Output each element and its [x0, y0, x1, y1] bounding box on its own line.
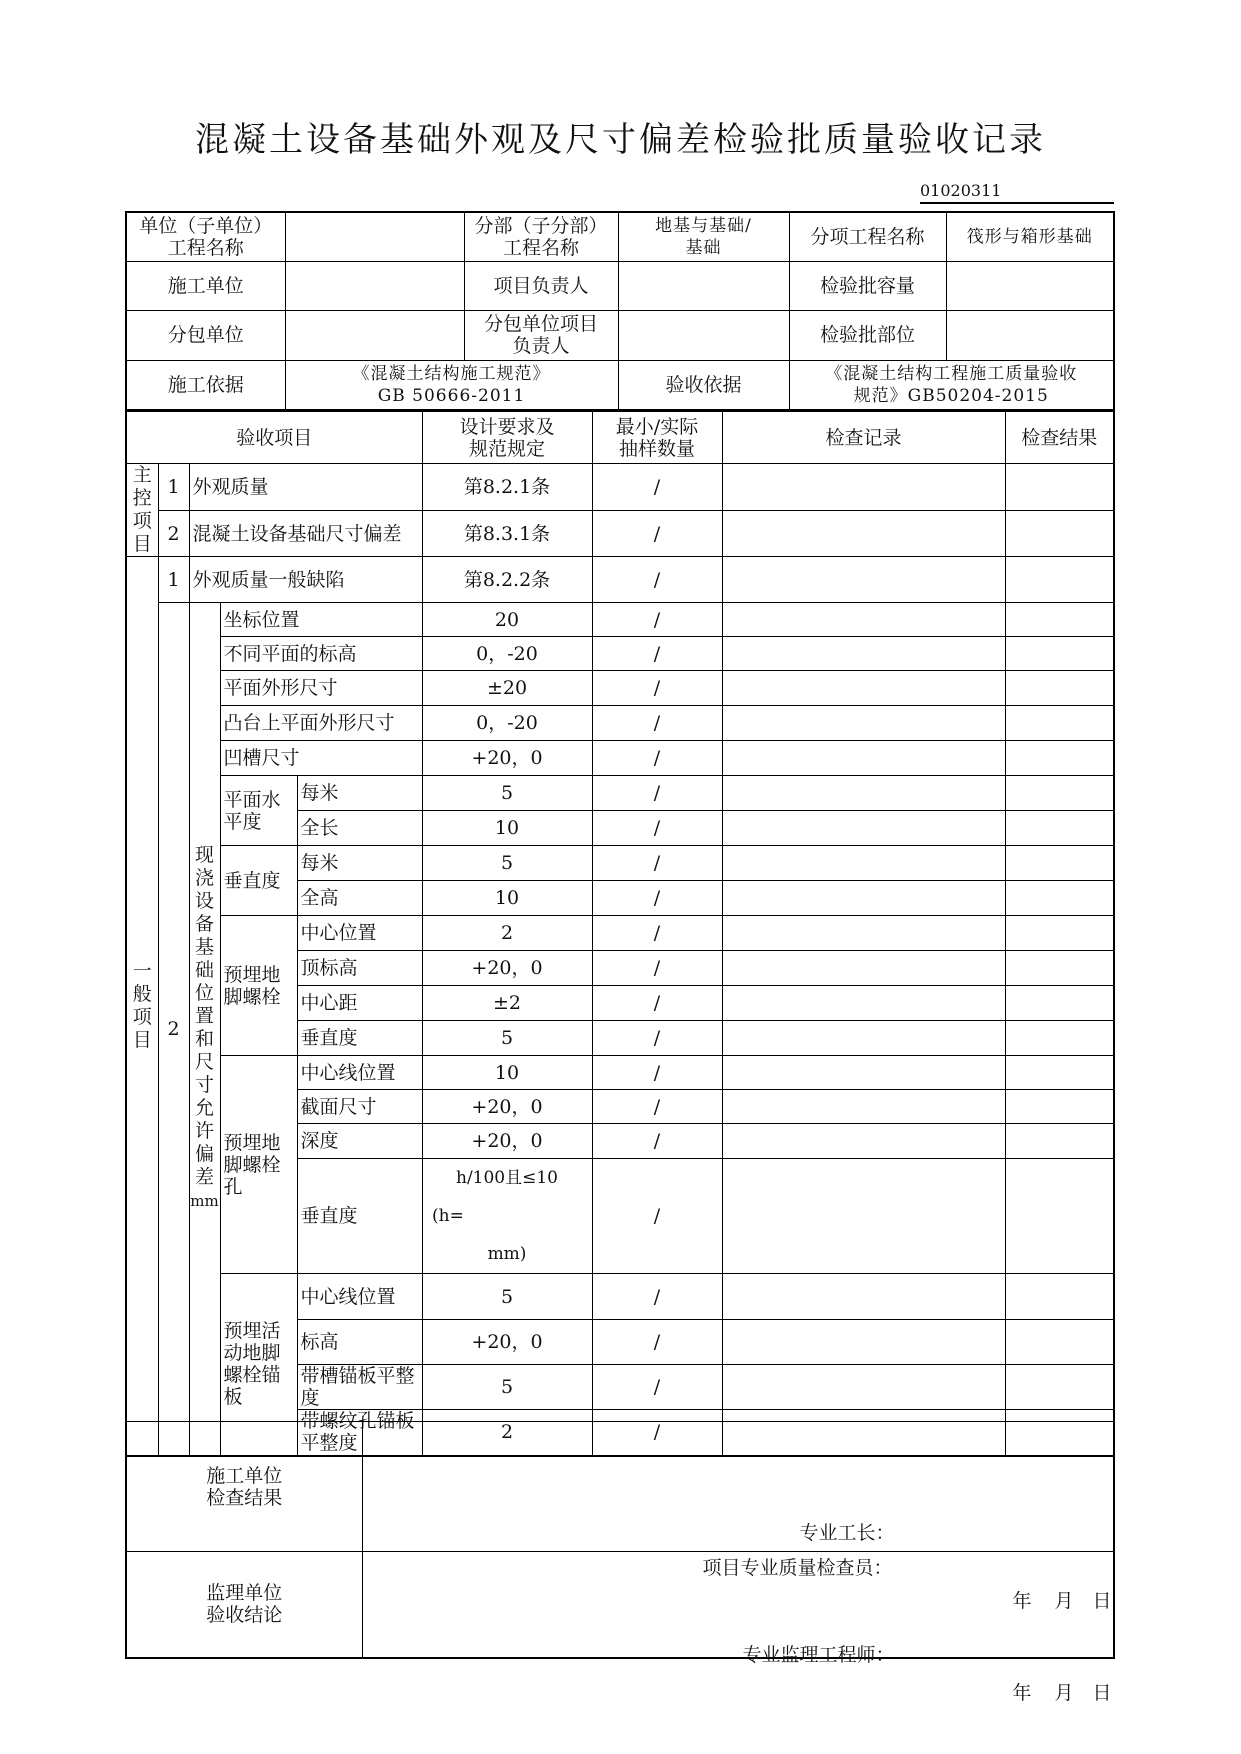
anchor-bolts-label: 预埋地脚螺栓 [220, 916, 297, 1056]
sub-item-name: 标高 [297, 1320, 422, 1365]
col-header-item: 验收项目 [126, 412, 422, 464]
check-record-cell[interactable] [722, 916, 1005, 951]
form-code: 01020311 [920, 180, 1114, 204]
item-spec: +20，0 [422, 1124, 592, 1159]
check-record-cell[interactable] [722, 1159, 1005, 1274]
item-sample: / [592, 1365, 722, 1410]
check-record-cell[interactable] [722, 464, 1005, 511]
item-spec: h/100且≤10 (h=mm) [422, 1159, 592, 1274]
supervisor-result-label: 监理单位 验收结论 [126, 1552, 362, 1658]
date-year: 年 [1012, 1682, 1032, 1705]
item-no: 2 [158, 511, 189, 557]
sub-item-name: 中心位置 [297, 916, 422, 951]
item-sample: / [592, 464, 722, 511]
date-day: 日 [1092, 1589, 1112, 1612]
subdivision-value: 地基与基础/ 基础 [618, 212, 789, 261]
check-result-cell[interactable] [1005, 811, 1114, 846]
anchor-plate-label: 预埋活动地脚螺栓锚板 [220, 1274, 297, 1456]
check-result-cell[interactable] [1005, 986, 1114, 1021]
item-spec: 第8.2.2条 [422, 557, 592, 603]
main-control-label: 主 控 项 目 [126, 464, 158, 557]
item-spec: +20，0 [422, 1320, 592, 1365]
item-sample: / [592, 776, 722, 811]
inspection-table [125, 411, 1115, 1457]
item-sample: / [592, 986, 722, 1021]
date-month: 月 [1054, 1589, 1074, 1612]
construction-basis-label: 施工依据 [126, 360, 285, 410]
constructor-result-field[interactable] [362, 1422, 1114, 1612]
project-manager-field[interactable] [618, 261, 789, 310]
check-record-cell[interactable] [722, 1365, 1005, 1410]
page-title: 混凝土设备基础外观及尺寸偏差检验批质量验收记录 [195, 120, 1046, 160]
check-result-cell[interactable] [1005, 1021, 1114, 1056]
sub-item-name: 每米 [297, 776, 422, 811]
item-name: 外观质量一般缺陷 [189, 557, 422, 603]
header-table [125, 211, 1115, 411]
item-sample: / [592, 846, 722, 881]
col-header-sample: 最小/实际 抽样数量 [592, 412, 722, 464]
item-sample: / [592, 511, 722, 557]
item-spec: 20 [422, 603, 592, 637]
project-manager-label: 项目负责人 [464, 261, 618, 310]
sub-pm-field[interactable] [618, 310, 789, 360]
sub-item-name: 垂直度 [297, 1159, 422, 1274]
unit-name-label: 单位（子单位） 工程名称 [126, 212, 285, 261]
item-spec: 5 [422, 1365, 592, 1410]
item-spec: 2 [422, 916, 592, 951]
item-no: 2 [158, 603, 189, 1456]
check-record-cell[interactable] [722, 603, 1005, 637]
general-items-label: 一 般 项 目 [126, 557, 158, 1456]
item-spec: 5 [422, 776, 592, 811]
inspector-label: 项目专业质量检查员： [702, 1556, 893, 1579]
check-record-cell[interactable] [722, 637, 1005, 671]
item-sample: / [592, 1056, 722, 1090]
batch-capacity-label: 检验批容量 [789, 261, 946, 310]
date-year: 年 [1012, 1589, 1032, 1612]
item-sample: / [592, 1274, 722, 1320]
item-spec: 第8.3.1条 [422, 511, 592, 557]
item-spec: 10 [422, 811, 592, 846]
constructor-result-label: 施工单位 检查结果 [126, 1422, 362, 1552]
acceptance-basis-value: 《混凝土结构工程施工质量验收 规范》GB50204-2015 [789, 360, 1114, 410]
flatness-label: 平面水平度 [220, 776, 297, 846]
check-record-cell[interactable] [722, 671, 1005, 706]
item-no: 1 [158, 557, 189, 603]
verticality-label: 垂直度 [220, 846, 297, 916]
batch-location-label: 检验批部位 [789, 310, 946, 360]
check-record-cell[interactable] [722, 1274, 1005, 1320]
constructor-label: 施工单位 [126, 261, 285, 310]
sub-item-name: 全长 [297, 811, 422, 846]
sub-item-name: 深度 [297, 1124, 422, 1159]
anchor-bolt-holes-label: 预埋地脚螺栓孔 [220, 1056, 297, 1274]
sub-item-name: 中心线位置 [297, 1056, 422, 1090]
item-spec: +20，0 [422, 1090, 592, 1124]
unit-name-field[interactable] [285, 212, 464, 261]
check-result-cell[interactable] [1005, 511, 1114, 557]
item-spec: ±2 [422, 986, 592, 1021]
item-name: 凹槽尺寸 [220, 741, 422, 776]
check-record-cell[interactable] [722, 1056, 1005, 1090]
construction-basis-value: 《混凝土结构施工规范》 GB 50666-2011 [285, 360, 618, 410]
item-sample: / [592, 951, 722, 986]
item-sample: / [592, 1159, 722, 1274]
date-month: 月 [1054, 1682, 1074, 1705]
item-sample: / [592, 1410, 722, 1456]
item-sample: / [592, 881, 722, 916]
check-result-cell[interactable] [1005, 1365, 1114, 1410]
check-result-cell[interactable] [1005, 741, 1114, 776]
check-record-cell[interactable] [722, 706, 1005, 741]
deviation-group-label: 现 浇 设 备 基 础 位 置 和 尺 寸 允 许 偏 差 mm [189, 603, 220, 1456]
check-result-cell[interactable] [1005, 1320, 1114, 1365]
batch-capacity-field[interactable] [946, 261, 1114, 310]
check-result-cell[interactable] [1005, 1124, 1114, 1159]
sub-item-name: 垂直度 [297, 1021, 422, 1056]
item-sample: / [592, 706, 722, 741]
check-result-cell[interactable] [1005, 1274, 1114, 1320]
item-sample: / [592, 637, 722, 671]
signature-table [125, 1421, 1115, 1705]
check-result-cell[interactable] [1005, 951, 1114, 986]
check-result-cell[interactable] [1005, 1056, 1114, 1090]
check-result-cell[interactable] [1005, 846, 1114, 881]
check-result-cell[interactable] [1005, 557, 1114, 603]
check-record-cell[interactable] [722, 741, 1005, 776]
check-result-cell[interactable] [1005, 464, 1114, 511]
sub-item-name: 中心线位置 [297, 1274, 422, 1320]
item-spec: 0，-20 [422, 706, 592, 741]
item-spec: ±20 [422, 671, 592, 706]
check-result-cell[interactable] [1005, 637, 1114, 671]
check-record-cell[interactable] [722, 776, 1005, 811]
subcontractor-field[interactable] [285, 310, 464, 360]
item-sample: / [592, 1090, 722, 1124]
check-result-cell[interactable] [1005, 1090, 1114, 1124]
item-name: 坐标位置 [220, 603, 422, 637]
item-sample: / [592, 603, 722, 637]
item-name: 不同平面的标高 [220, 637, 422, 671]
check-record-cell[interactable] [722, 1090, 1005, 1124]
item-spec: 0，-20 [422, 637, 592, 671]
check-result-cell[interactable] [1005, 916, 1114, 951]
check-record-cell[interactable] [722, 1124, 1005, 1159]
item-spec: 5 [422, 1274, 592, 1320]
item-spec: 5 [422, 846, 592, 881]
check-record-cell[interactable] [722, 881, 1005, 916]
supervision-engineer-label: 专业监理工程师： [742, 1644, 895, 1667]
col-header-spec: 设计要求及 规范规定 [422, 412, 592, 464]
check-record-cell[interactable] [722, 557, 1005, 603]
item-no: 1 [158, 464, 189, 511]
item-name: 外观质量 [189, 464, 422, 511]
item-name-value: 筏形与箱形基础 [946, 212, 1114, 261]
acceptance-basis-label: 验收依据 [618, 360, 789, 410]
sub-item-name: 顶标高 [297, 951, 422, 986]
item-sample: / [592, 811, 722, 846]
check-record-cell[interactable] [722, 811, 1005, 846]
check-record-cell[interactable] [722, 511, 1005, 557]
check-result-cell[interactable] [1005, 706, 1114, 741]
check-record-cell[interactable] [722, 986, 1005, 1021]
sub-item-name: 截面尺寸 [297, 1090, 422, 1124]
constructor-field[interactable] [285, 261, 464, 310]
item-sample: / [592, 557, 722, 603]
check-record-cell[interactable] [722, 846, 1005, 881]
check-result-cell[interactable] [1005, 1159, 1114, 1274]
item-spec: 2 [422, 1410, 592, 1456]
item-spec: +20，0 [422, 951, 592, 986]
item-spec: 10 [422, 1056, 592, 1090]
col-header-record: 检查记录 [722, 412, 1005, 464]
subdivision-label: 分部（子分部） 工程名称 [464, 212, 618, 261]
item-sample: / [592, 1320, 722, 1365]
item-name: 凸台上平面外形尺寸 [220, 706, 422, 741]
check-record-cell[interactable] [722, 1320, 1005, 1365]
foreman-label: 专业工长： [799, 1521, 895, 1544]
check-result-cell[interactable] [1005, 671, 1114, 706]
item-spec: 第8.2.1条 [422, 464, 592, 511]
item-sample: / [592, 671, 722, 706]
item-sample: / [592, 1021, 722, 1056]
sub-item-name: 带槽锚板平整度 [297, 1365, 422, 1410]
item-spec: +20，0 [422, 741, 592, 776]
sub-item-name: 带螺纹孔锚板平整度 [297, 1410, 422, 1456]
batch-location-field[interactable] [946, 310, 1114, 360]
check-record-cell[interactable] [722, 951, 1005, 986]
check-result-cell[interactable] [1005, 603, 1114, 637]
item-spec: 5 [422, 1021, 592, 1056]
check-record-cell[interactable] [722, 1021, 1005, 1056]
sub-item-name: 每米 [297, 846, 422, 881]
check-result-cell[interactable] [1005, 881, 1114, 916]
date-day: 日 [1092, 1682, 1112, 1705]
item-sample: / [592, 741, 722, 776]
sub-item-name: 全高 [297, 881, 422, 916]
sub-item-name: 中心距 [297, 986, 422, 1021]
item-sample: / [592, 916, 722, 951]
col-header-result: 检查结果 [1005, 412, 1114, 464]
item-name: 混凝土设备基础尺寸偏差 [189, 511, 422, 557]
sub-pm-label: 分包单位项目 负责人 [464, 310, 618, 360]
subcontractor-label: 分包单位 [126, 310, 285, 360]
item-name: 平面外形尺寸 [220, 671, 422, 706]
item-sample: / [592, 1124, 722, 1159]
item-name-label: 分项工程名称 [789, 212, 946, 261]
check-result-cell[interactable] [1005, 776, 1114, 811]
item-spec: 10 [422, 881, 592, 916]
